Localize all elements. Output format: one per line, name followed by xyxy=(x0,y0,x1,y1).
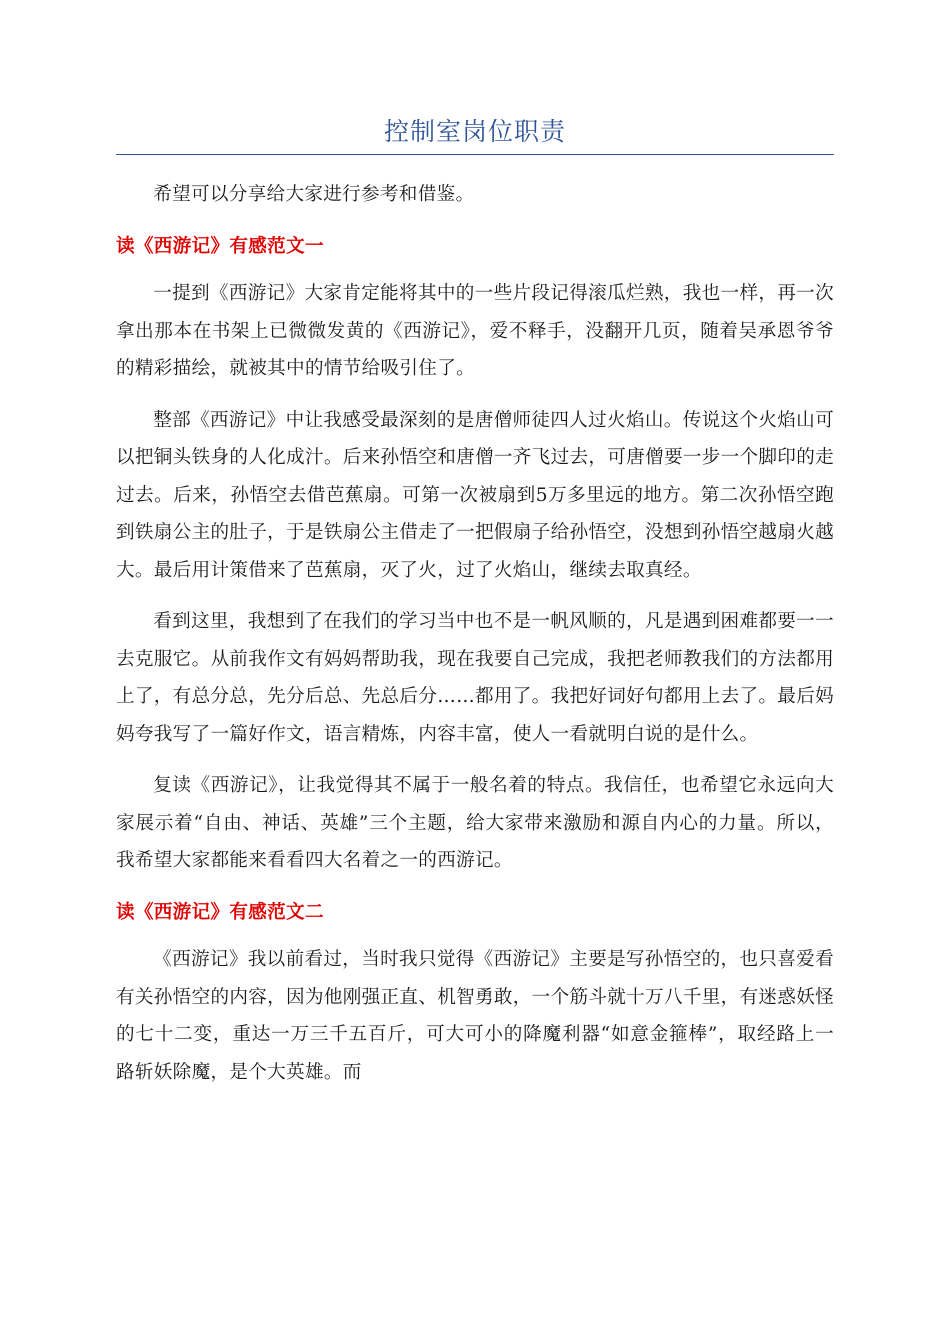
body-paragraph: 复读《西游记》，让我觉得其不属于一般名着的特点。我信任，也希望它永远向大家展示着“自由、神话、英雄”三个主题，给大家带来激励和源自内心的力量。所以，我希望大家都能来看看四大名着之一的西游记。 xyxy=(116,775,834,871)
section-heading-2: 读《西游记》有感范文二 xyxy=(116,901,324,923)
body-paragraph: 看到这里，我想到了在我们的学习当中也不是一帆风顺的，凡是遇到困难都要一一去克服它。从前我作文有妈妈帮助我，现在我要自己完成，我把老师教我们的方法都用上了，有总分总，先分后总、先总后分……都用了。我把好词好句都用上去了。最后妈妈夸我写了一篇好作文，语言精炼，内容丰富，使人一看就明白说的是什么。 xyxy=(116,611,834,745)
title-divider xyxy=(116,154,834,155)
document-body xyxy=(116,176,834,1091)
body-paragraph: 《西游记》我以前看过，当时我只觉得《西游记》主要是写孙悟空的，也只喜爱看有关孙悟空的内容，因为他刚强正直、机智勇敢，一个筋斗就十万八千里，有迷惑妖怪的七十二变，重达一万三千五百斤，可大可小的降魔利器“如意金箍棒”，取经路上一路斩妖除魔，是个大英雄。而 xyxy=(116,949,834,1083)
body-paragraph: 一提到《西游记》大家肯定能将其中的一些片段记得滚瓜烂熟，我也一样，再一次拿出那本在书架上已微微发黄的《西游记》，爱不释手，没翻开几页，随着吴承恩爷爷的精彩描绘，就被其中的情节给吸引住了。 xyxy=(116,283,834,379)
body-paragraph: 整部《西游记》中让我感受最深刻的是唐僧师徒四人过火焰山。传说这个火焰山可以把铜头铁身的人化成汁。后来孙悟空和唐僧一齐飞过去，可唐僧要一步一个脚印的走过去。后来，孙悟空去借芭蕉扇。可第一次被扇到5万多里远的地方。第二次孙悟空跑到铁扇公主的肚子，于是铁扇公主借走了一把假扇子给孙悟空，没想到孙悟空越扇火越大。最后用计策借来了芭蕉扇，灭了火，过了火焰山，继续去取真经。 xyxy=(116,409,834,581)
intro-paragraph: 希望可以分享给大家进行参考和借鉴。 xyxy=(153,184,475,205)
document-title: 控制室岗位职责 xyxy=(383,117,566,146)
section-heading-1: 读《西游记》有感范文一 xyxy=(116,235,324,257)
